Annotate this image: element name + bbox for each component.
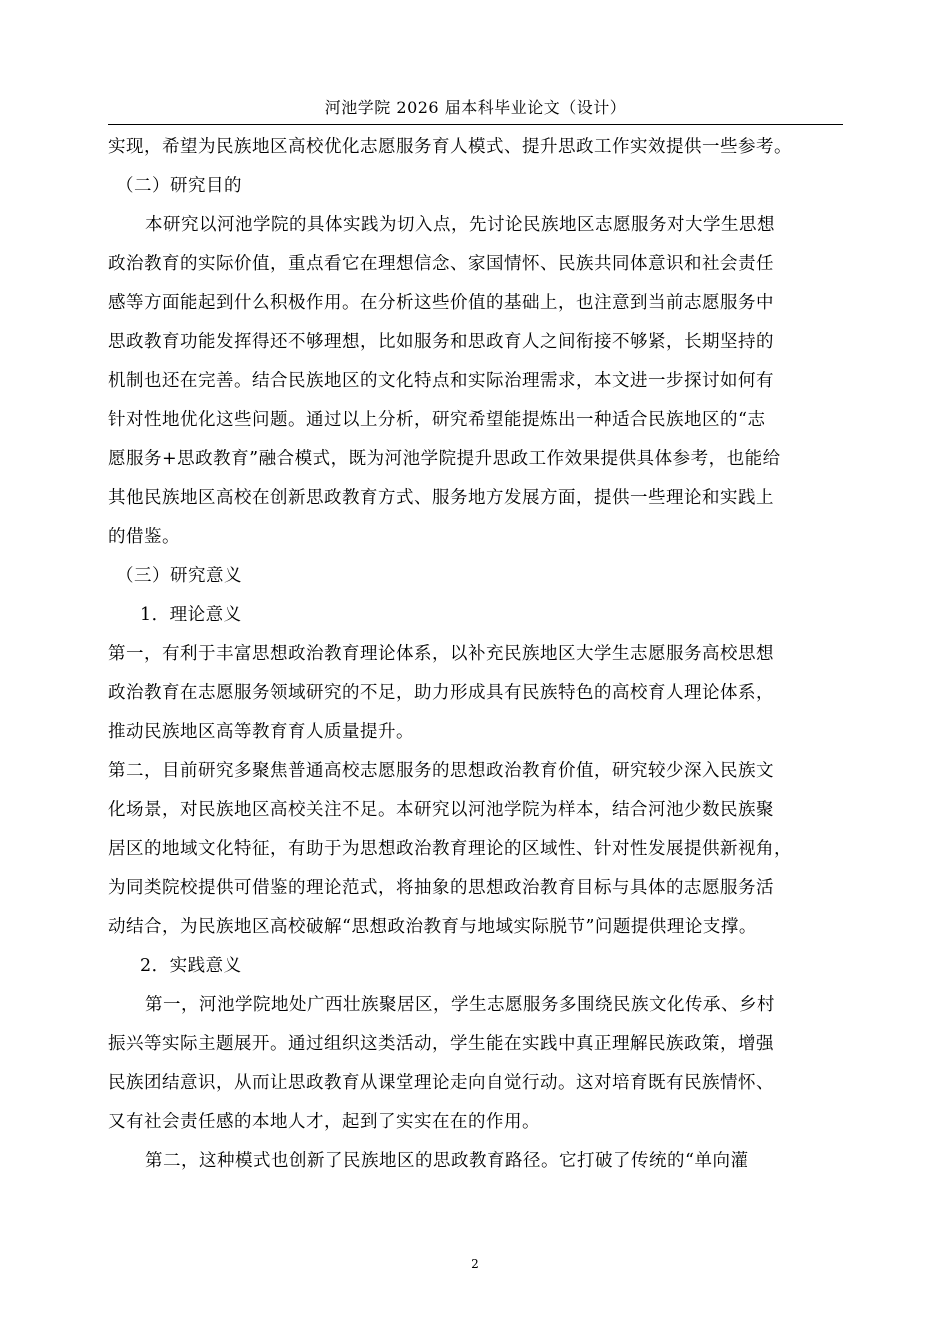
subsection-heading-theory: 1．理论意义 [140, 605, 242, 625]
paragraph-line: 政治教育在志愿服务领域研究的不足，助力形成具有民族特色的高校育人理论体系， [108, 683, 774, 703]
document-body [108, 128, 843, 1181]
page-number: 2 [471, 1257, 479, 1271]
paragraph-line: 针对性地优化这些问题。通过以上分析，研究希望能提炼出一种适合民族地区的“志 [108, 410, 766, 430]
paragraph-line: 第一，有利于丰富思想政治教育理论体系，以补充民族地区大学生志愿服务高校思想 [108, 644, 774, 664]
paragraph-line: 推动民族地区高等教育育人质量提升。 [108, 722, 414, 742]
paragraph-line: 思政教育功能发挥得还不够理想，比如服务和思政育人之间衔接不够紧，长期坚持的 [108, 332, 774, 352]
page-header: 河池学院 2026 届本科毕业论文（设计） [324, 98, 627, 117]
section-heading-purpose: （二）研究目的 [116, 176, 242, 196]
paragraph-line: 政治教育的实际价值，重点看它在理想信念、家国情怀、民族共同体意识和社会责任 [108, 254, 774, 274]
paragraph-line: 化场景，对民族地区高校关注不足。本研究以河池学院为样本，结合河池少数民族聚 [108, 800, 774, 820]
paragraph-line: 动结合，为民族地区高校破解“思想政治教育与地域实际脱节”问题提供理论支撑。 [108, 917, 757, 937]
paragraph-line: 第二，这种模式也创新了民族地区的思政教育路径。它打破了传统的“单向灌 [145, 1151, 749, 1171]
paragraph-line: 愿服务+思政教育”融合模式，既为河池学院提升思政工作效果提供具体参考，也能给 [108, 449, 781, 469]
paragraph-line: 振兴等实际主题展开。通过组织这类活动，学生能在实践中真正理解民族政策，增强 [108, 1034, 774, 1054]
paragraph-line: 又有社会责任感的本地人才，起到了实实在在的作用。 [108, 1112, 540, 1132]
paragraph-line: 第一，河池学院地处广西壮族聚居区，学生志愿服务多围绕民族文化传承、乡村 [145, 995, 775, 1015]
paragraph-line: 民族团结意识，从而让思政教育从课堂理论走向自觉行动。这对培育既有民族情怀、 [108, 1073, 774, 1093]
subsection-heading-practice: 2．实践意义 [140, 956, 242, 976]
paragraph-line: 为同类院校提供可借鉴的理论范式，将抽象的思想政治教育目标与具体的志愿服务活 [108, 878, 774, 898]
header-divider [108, 124, 843, 125]
paragraph-line: 本研究以河池学院的具体实践为切入点，先讨论民族地区志愿服务对大学生思想 [145, 215, 775, 235]
paragraph-line: 的借鉴。 [108, 527, 180, 547]
paragraph-line: 居区的地域文化特征，有助于为思想政治教育理论的区域性、针对性发展提供新视角， [108, 839, 792, 859]
paragraph-line: 其他民族地区高校在创新思政教育方式、服务地方发展方面，提供一些理论和实践上 [108, 488, 774, 508]
paragraph-line: 感等方面能起到什么积极作用。在分析这些价值的基础上，也注意到当前志愿服务中 [108, 293, 774, 313]
paragraph-line: 机制也还在完善。结合民族地区的文化特点和实际治理需求，本文进一步探讨如何有 [108, 371, 774, 391]
paragraph-line: 实现，希望为民族地区高校优化志愿服务育人模式、提升思政工作实效提供一些参考。 [108, 137, 792, 157]
paragraph-line: 第二，目前研究多聚焦普通高校志愿服务的思想政治教育价值，研究较少深入民族文 [108, 761, 774, 781]
section-heading-significance: （三）研究意义 [116, 566, 242, 586]
